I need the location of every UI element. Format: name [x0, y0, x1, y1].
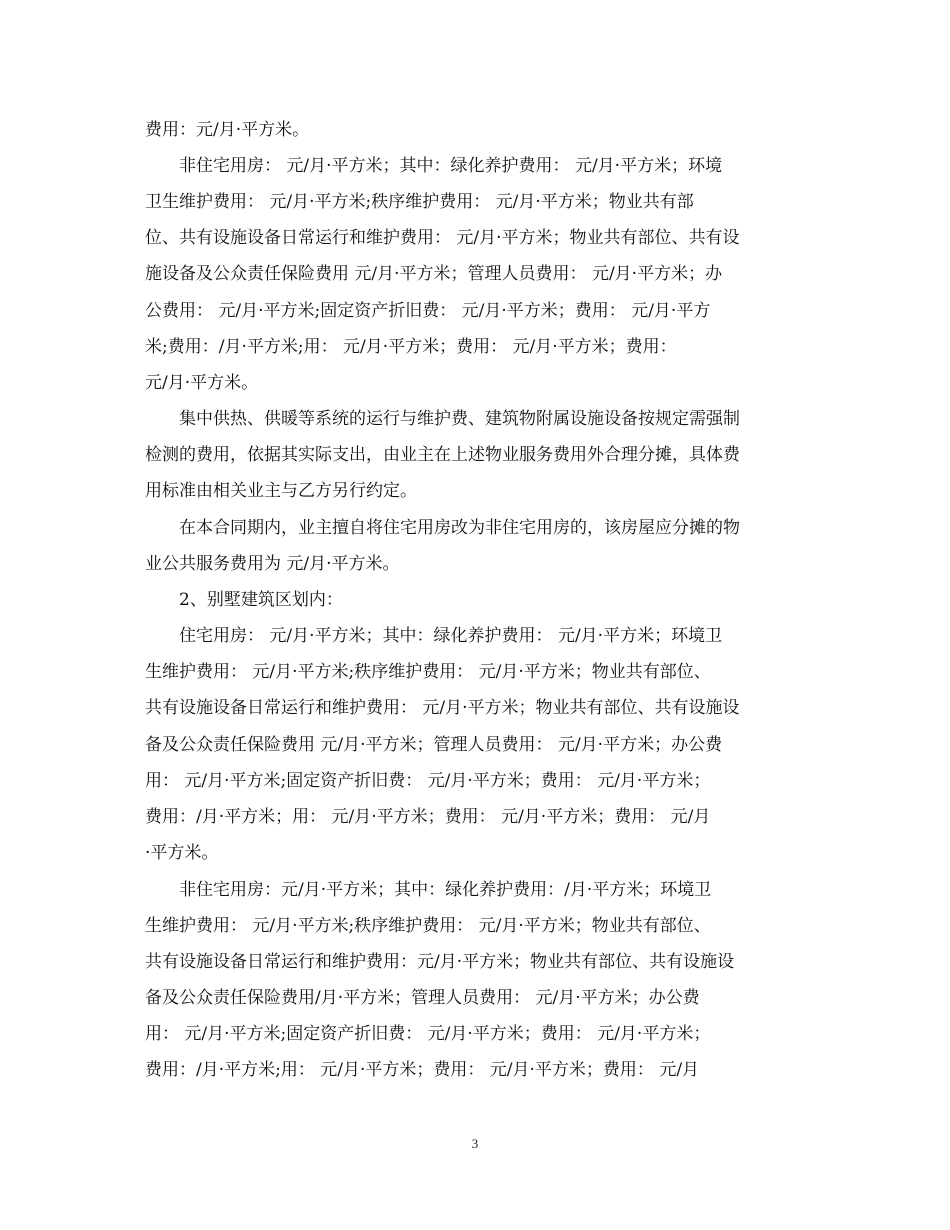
text-line: 用： 元/月·平方米;固定资产折旧费： 元/月·平方米；费用： 元/月·平方米；: [145, 1024, 711, 1044]
text-line: 共有设施设备日常运行和维护费用： 元/月·平方米；物业共有部位、共有设施设: [145, 698, 740, 718]
text-line: 生维护费用： 元/月·平方米;秩序维护费用： 元/月·平方米；物业共有部位、: [145, 916, 711, 936]
text-line: 卫生维护费用： 元/月·平方米;秩序维护费用： 元/月·平方米；物业共有部: [145, 192, 694, 212]
text-line: ·平方米。: [145, 843, 219, 863]
text-line: 共有设施设备日常运行和维护费用：元/月·平方米；物业共有部位、共有设施设: [145, 952, 735, 972]
text-line: 业公共服务费用为 元/月·平方米。: [145, 554, 400, 574]
text-line: 非住宅用房：元/月·平方米；其中：绿化养护费用：/月·平方米；环境卫: [145, 880, 712, 900]
text-line: 费用：元/月·平方米。: [145, 120, 310, 140]
text-line: 在本合同期内，业主擅自将住宅用房改为非住宅用房的，该房屋应分摊的物: [145, 518, 740, 538]
text-line: 公费用： 元/月·平方米;固定资产折旧费： 元/月·平方米；费用： 元/月·平方: [145, 301, 711, 321]
text-line: 备及公众责任保险费用 元/月·平方米；管理人员费用： 元/月·平方米；办公费: [145, 735, 723, 755]
text-line: 费用：/月·平方米；用： 元/月·平方米；费用： 元/月·平方米；费用： 元/月: [145, 807, 711, 827]
page-number: 3: [471, 1136, 479, 1151]
text-line: 2、别墅建筑区划内：: [145, 590, 343, 610]
text-line: 非住宅用房： 元/月·平方米；其中：绿化养护费用： 元/月·平方米；环境: [145, 156, 723, 176]
text-line: 生维护费用： 元/月·平方米;秩序维护费用： 元/月·平方米；物业共有部位、: [145, 662, 711, 682]
text-line: 住宅用房： 元/月·平方米；其中：绿化养护费用： 元/月·平方米；环境卫: [145, 626, 723, 646]
text-line: 米;费用：/月·平方米;用： 元/月·平方米；费用： 元/月·平方米；费用：: [145, 337, 677, 357]
text-line: 集中供热、供暖等系统的运行与维护费、建筑物附属设施设备按规定需强制: [145, 409, 740, 429]
text-line: 元/月·平方米。: [145, 373, 259, 393]
text-line: 施设备及公众责任保险费用 元/月·平方米；管理人员费用： 元/月·平方米；办: [145, 264, 723, 284]
text-line: 备及公众责任保险费用/月·平方米；管理人员费用： 元/月·平方米；办公费: [145, 988, 700, 1008]
text-line: 用： 元/月·平方米;固定资产折旧费： 元/月·平方米；费用： 元/月·平方米；: [145, 771, 711, 791]
text-line: 用标准由相关业主与乙方另行约定。: [145, 481, 417, 501]
text-line: 位、共有设施设备日常运行和维护费用： 元/月·平方米；物业共有部位、共有设: [145, 228, 740, 248]
text-line: 检测的费用，依据其实际支出，由业主在上述物业服务费用外合理分摊，具体费: [145, 445, 740, 465]
text-line: 费用：/月·平方米;用： 元/月·平方米；费用： 元/月·平方米；费用： 元/月: [145, 1060, 700, 1080]
